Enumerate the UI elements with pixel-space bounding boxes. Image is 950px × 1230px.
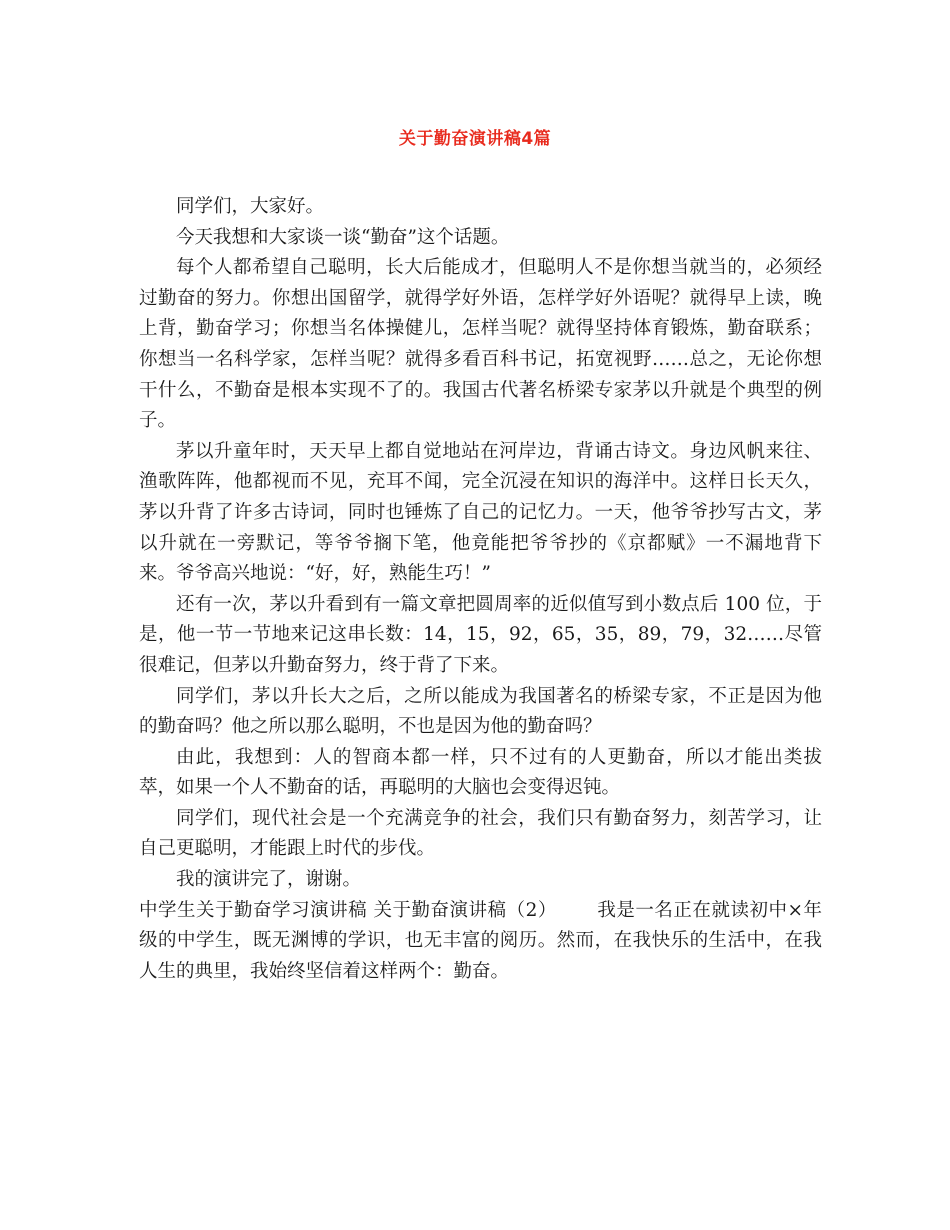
paragraph-closing: 我的演讲完了，谢谢。	[176, 869, 362, 891]
paragraph-childhood: 茅以升童年时，天天早上都自觉地站在河岸边，背诵古诗文。身边风帆来往、渔歌阵阵，他都视而不见，充耳不闻，完全沉浸在知识的海洋中。这样日长天久，茅以升背了许多古诗词，同时也锤炼了自己的记忆力。一天，他爷爷抄写古文，茅以升就在一旁默记，等爷爷搁下笔，他竟能把爷爷抄的《京都赋》一不漏地背下来。爷爷高兴地说：“好，好，熟能生巧！”	[139, 440, 822, 585]
document-title: 关于勤奋演讲稿4篇	[398, 129, 552, 149]
paragraph-intro: 每个人都希望自己聪明，长大后能成才，但聪明人不是你想当就当的，必须经过勤奋的努力。你想出国留学，就得学好外语，怎样学好外语呢？就得早上读，晚上背，勤奋学习；你想当名体操健儿，怎样当呢？就得坚持体育锻炼，勤奋联系；你想当一名科学家，怎样当呢？就得多看百科书记，拓宽视野……总之，无论你想干什么，不勤奋是根本实现不了的。我国古代著名桥梁专家茅以升就是个典型的例子。	[139, 257, 822, 432]
second-speech-body: 我是一名正在就读初中×年级的中学生，既无渊博的学识，也无丰富的阅历。然而，在我快乐的生活中，在我人生的典里，我始终坚信着这样两个：勤奋。	[139, 899, 822, 982]
paragraph-pi: 还有一次，茅以升看到有一篇文章把圆周率的近似值写到小数点后 100 位，于是，他一节一节地来记这串长数：14，15，92，65，35，89，79，32……尽管很难记，但茅以升勤奋努力，终于背了下来。	[139, 593, 822, 676]
second-speech-heading: 中学生关于勤奋学习演讲稿 关于勤奋演讲稿（2）	[139, 899, 557, 921]
paragraph-question: 同学们，茅以升长大之后，之所以能成为我国著名的桥梁专家，不正是因为他的勤奋吗？他之所以那么聪明，不也是因为他的勤奋吗？	[139, 685, 822, 738]
document-body	[139, 192, 822, 987]
paragraph-conclusion: 由此，我想到：人的智商本都一样，只不过有的人更勤奋，所以才能出类拔萃，如果一个人不勤奋的话，再聪明的大脑也会变得迟钝。	[139, 746, 822, 799]
paragraph-topic: 今天我想和大家谈一谈“勤奋”这个话题。	[176, 226, 510, 248]
paragraph-society: 同学们，现代社会是一个充满竞争的社会，我们只有勤奋努力，刻苦学习，让自己更聪明，才能跟上时代的步伐。	[139, 807, 822, 860]
paragraph-second-speech	[139, 896, 822, 988]
paragraph-greeting: 同学们，大家好。	[176, 196, 325, 217]
